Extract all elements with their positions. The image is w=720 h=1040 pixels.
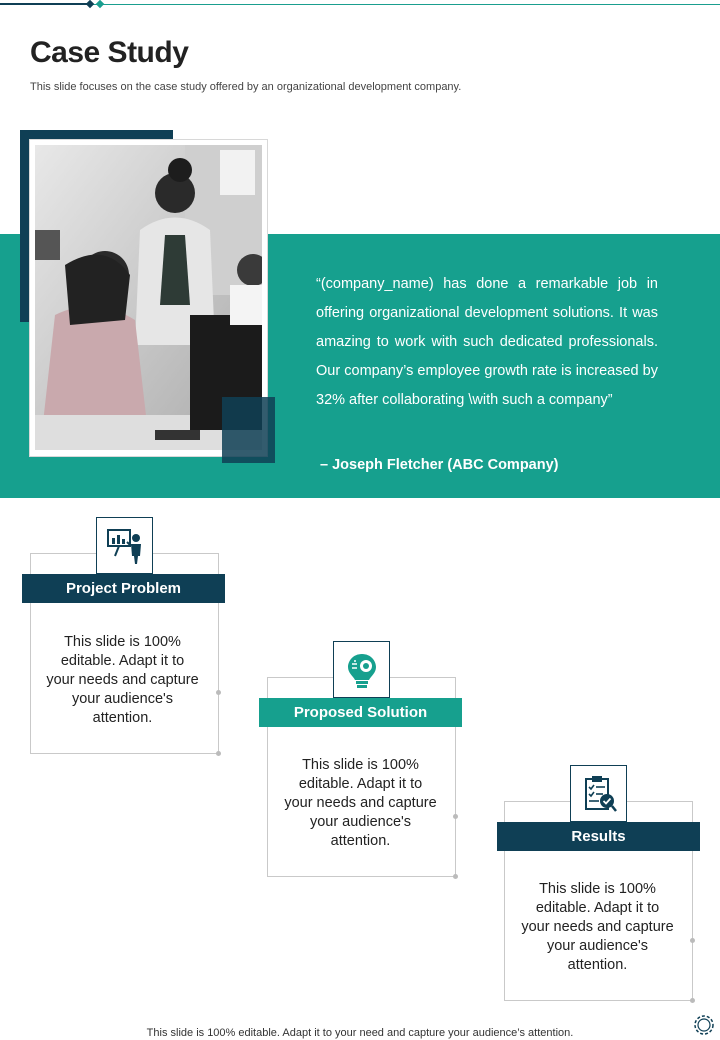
card-dot [690,998,695,1003]
footer-note: This slide is 100% editable. Adapt it to your need and capture your audience’s attention. [146,1027,574,1039]
diamond-dark-icon [86,0,94,8]
card-project-problem-body: This slide is 100% editable. Adapt it to your needs and capture your audience's attention. [46,634,199,726]
clipboard-check-icon [579,774,619,814]
card-dot [453,874,458,879]
card-dot [216,690,221,695]
card-results-icon-box [570,765,627,822]
gear-icon [691,1012,717,1038]
card-dot [690,938,695,943]
page-subtitle: This slide focuses on the case study offered by an organizational development company. [30,81,462,93]
card-dot [453,814,458,819]
testimonial-quote: “(company_name) has done a remarkable job in offering organizational development solutions. It was amazing to work with such dedicated professionals. Our company’s employee growth rate is increased by 32% after collaborating \with such a company” [316,276,658,408]
testimonial-author: – Joseph Fletcher (ABC Company) [320,457,559,473]
card-dot [216,751,221,756]
card-project-problem-title: Project Problem [22,574,225,603]
card-results-title: Results [497,822,700,851]
lightbulb-gear-icon [342,650,382,690]
card-proposed-solution-icon-box [333,641,390,698]
page-title: Case Study [30,36,189,69]
card-results-body: This slide is 100% editable. Adapt it to your needs and capture your audience's attention. [521,881,674,973]
diamond-teal-icon [96,0,104,8]
presentation-icon [105,526,145,566]
card-proposed-solution-title: Proposed Solution [259,698,462,727]
top-rule-accent [0,3,88,5]
photo-corner-accent [222,397,275,463]
card-project-problem-icon-box [96,517,153,574]
card-proposed-solution-body: This slide is 100% editable. Adapt it to your needs and capture your audience's attention. [284,757,437,849]
top-rule [0,4,720,5]
